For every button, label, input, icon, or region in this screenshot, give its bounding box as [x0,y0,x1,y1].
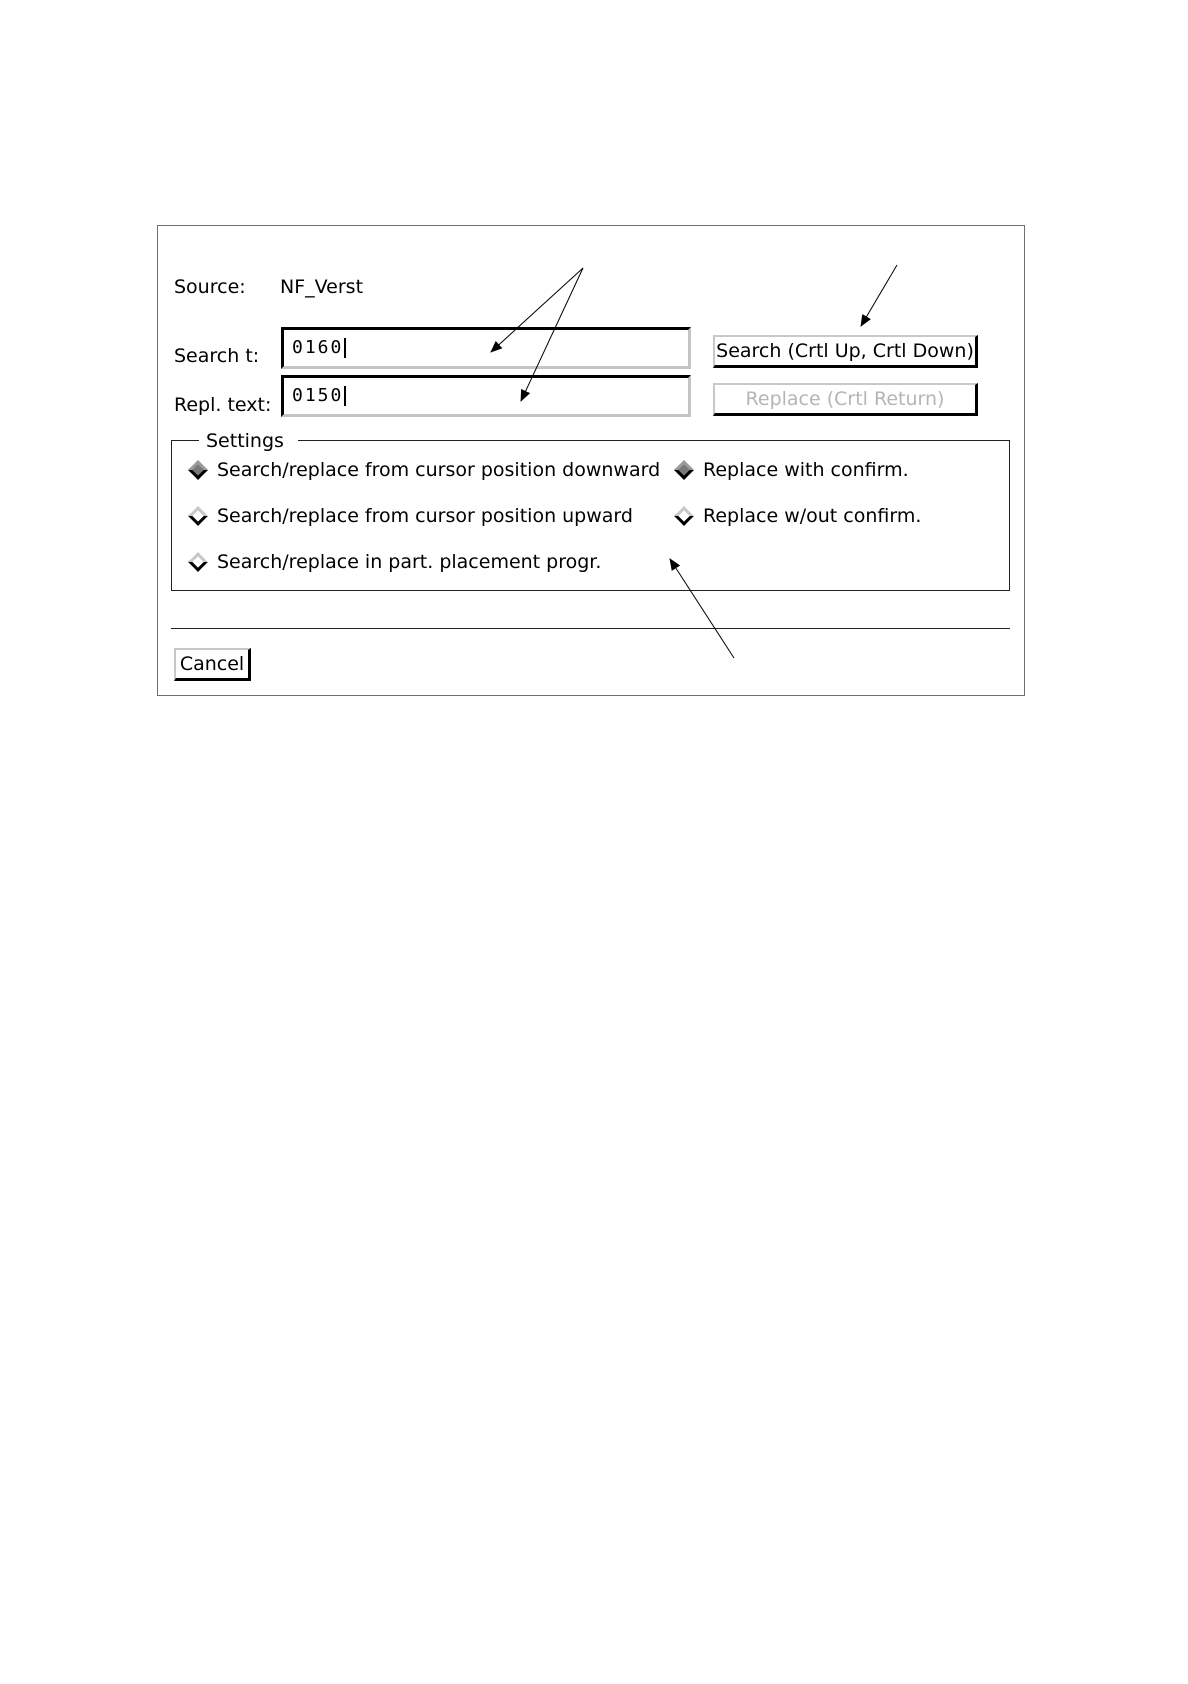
callout-arrow-search-button [861,265,897,326]
radio-label: Search/replace in part. placement progr. [217,551,602,573]
radio-label: Replace with confirm. [703,459,909,481]
replace-button[interactable]: Replace (Crtl Return) [713,383,978,416]
search-button[interactable]: Search (Crtl Up, Crtl Down) [713,335,978,368]
replace-text-input[interactable]: 0150 [281,375,691,417]
search-text-label: Search t: [174,345,260,367]
settings-title: Settings [199,429,298,453]
callout-arrow-search-field [491,268,583,352]
replace-text-label: Repl. text: [174,394,272,416]
radio-label: Search/replace from cursor position downward [217,459,661,481]
callout-arrow-settings [670,559,734,658]
callout-arrow-replace-field [521,268,583,401]
search-text-input[interactable]: 0160 [281,327,691,369]
radio-label: Replace w/out confirm. [703,505,922,527]
cancel-button[interactable]: Cancel [174,648,251,681]
source-label: Source: [174,276,246,298]
source-value: NF_Verst [280,276,364,298]
radio-label: Search/replace from cursor position upward [217,505,633,527]
